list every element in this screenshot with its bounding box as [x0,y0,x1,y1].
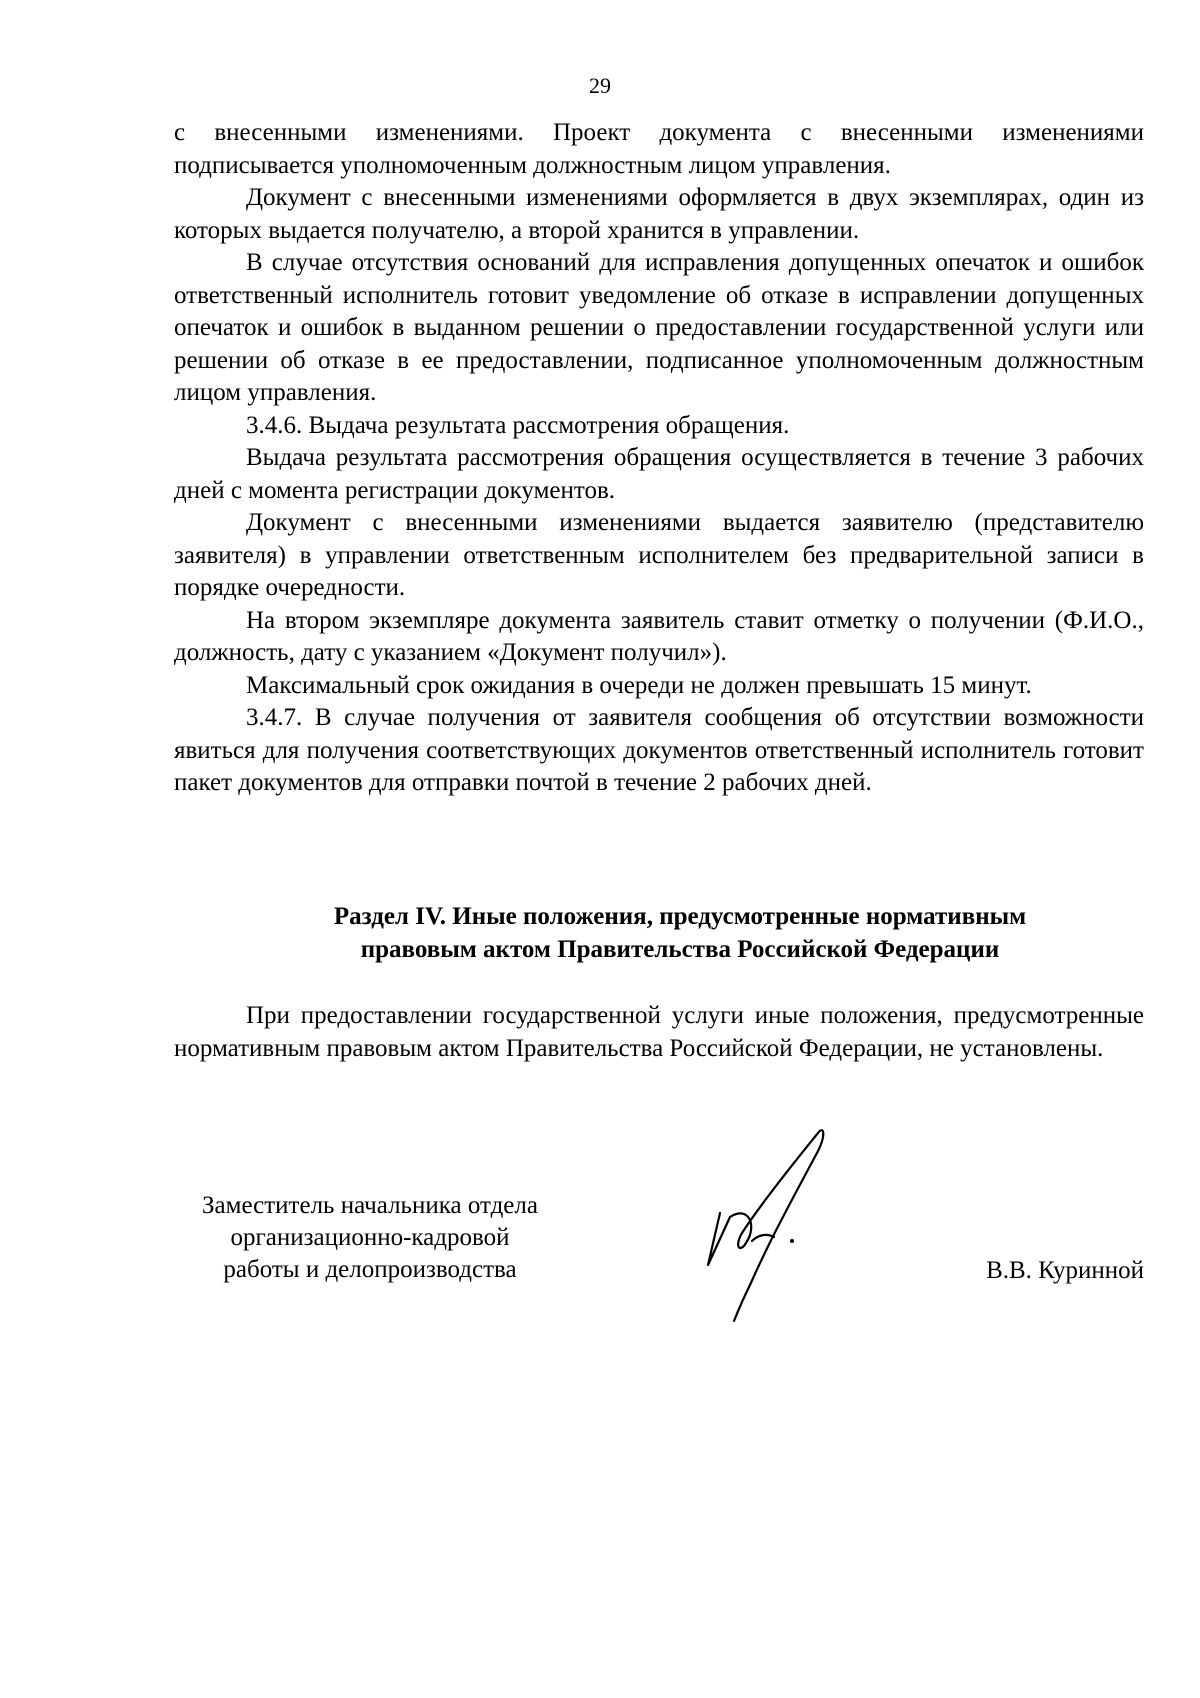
signer-title-line: Заместитель начальника отдела [202,1192,538,1219]
paragraph: В случае отсутствия оснований для исправления допущенных опечаток и ошибок ответственный исполнитель готовит уведомление об отказе в исправлении допущенных опечаток и ошибок в выданном решении о предоставлении государственной услуги или решении об отказе в ее предоставлении, подписанное уполномоченным должностным лицом управления. [174,249,1144,406]
signer-title-line: организационно-кадровой [230,1224,510,1251]
paragraph: с внесенными изменениями. Проект документа с внесенными изменениями подписывается уполномоченным должностным лицом управления. [174,119,1144,179]
paragraph: На втором экземпляре документа заявитель ставит отметку о получении (Ф.И.О., должность, дату с указанием «Документ получил»). [174,606,1144,666]
paragraph: 3.4.6. Выдача результата рассмотрения обращения. [246,411,790,439]
signer-title-line: работы и делопроизводства [223,1256,517,1283]
section-heading-line: правовым актом Правительства Российской Федерации [360,936,1000,963]
body-text [174,117,1144,800]
section-paragraph: При предоставлении государственной услуги иные положения, предусмотренные нормативным правовым актом Правительства Российской Федерации, не установлены. [174,1002,1144,1062]
section-heading [240,900,1120,966]
paragraph: Выдача результата рассмотрения обращения осуществляется в течение 3 рабочих дней с момента регистрации документов. [174,444,1144,504]
signer-title [170,1190,570,1286]
signer-name: В.В. Куринной [986,1257,1144,1284]
section-body [174,1000,1144,1065]
paragraph: Документ с внесенными изменениями выдается заявителю (представителю заявителя) в управлении ответственным исполнителем без предварительной записи в порядке очередности. [174,509,1144,601]
paragraph: Документ с внесенными изменениями оформляется в двух экземплярах, один из которых выдается получателю, а второй хранится в управлении. [174,184,1144,244]
section-heading-line: Раздел IV. Иные положения, предусмотренные нормативным [333,903,1027,930]
paragraph: 3.4.7. В случае получения от заявителя сообщения об отсутствии возможности явиться для получения соответствующих документов ответственный исполнитель готовит пакет документов для отправки почтой в течение 2 рабочих дней. [174,704,1144,796]
paragraph: Максимальный срок ожидания в очереди не должен превышать 15 минут. [246,671,1032,699]
handwritten-signature [700,1125,860,1325]
page-number: 29 [589,73,611,98]
